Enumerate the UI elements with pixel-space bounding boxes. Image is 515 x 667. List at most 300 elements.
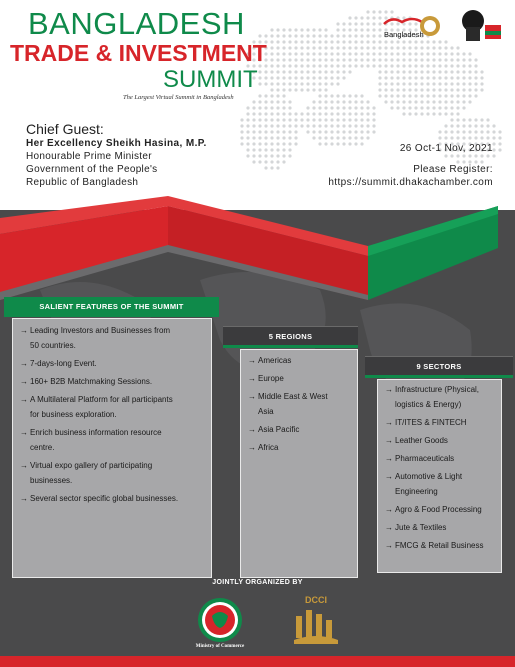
map-dot (342, 136, 345, 139)
map-dot (336, 64, 339, 67)
map-dot (324, 46, 327, 49)
map-dot (492, 136, 495, 139)
map-dot (456, 70, 459, 73)
map-dot (360, 94, 363, 97)
map-dot (246, 106, 249, 109)
map-dot (252, 148, 255, 151)
regions-item-text: Asia (258, 407, 274, 416)
map-dot (408, 82, 411, 85)
register-url[interactable]: https://summit.dhakachamber.com (328, 177, 493, 188)
map-dot (360, 22, 363, 25)
map-dot (456, 58, 459, 61)
map-dot (360, 130, 363, 133)
features-item-text: centre. (30, 443, 55, 452)
map-dot (414, 52, 417, 55)
map-dot (312, 88, 315, 91)
map-dot (258, 160, 261, 163)
map-dot (318, 58, 321, 61)
map-dot (402, 88, 405, 91)
map-dot (288, 88, 291, 91)
features-item (20, 392, 210, 422)
map-dot (360, 28, 363, 31)
map-dot (432, 52, 435, 55)
map-dot (450, 82, 453, 85)
map-dot (330, 46, 333, 49)
map-dot (294, 64, 297, 67)
map-dot (420, 52, 423, 55)
title-summit: SUMMIT (163, 66, 258, 93)
map-dot (264, 82, 267, 85)
map-dot (402, 70, 405, 73)
map-dot (270, 40, 273, 43)
map-dot (342, 22, 345, 25)
map-dot (408, 46, 411, 49)
map-dot (468, 64, 471, 67)
map-dot (306, 76, 309, 79)
map-dot (264, 100, 267, 103)
map-dot (474, 130, 477, 133)
map-dot (330, 64, 333, 67)
map-dot (486, 124, 489, 127)
map-dot (270, 28, 273, 31)
map-dot (432, 88, 435, 91)
map-dot (342, 58, 345, 61)
map-dot (264, 112, 267, 115)
map-dot (288, 124, 291, 127)
map-dot (396, 70, 399, 73)
map-dot (294, 82, 297, 85)
map-dot (444, 88, 447, 91)
map-dot (348, 46, 351, 49)
map-dot (498, 142, 501, 145)
features-item-text: businesses. (30, 476, 73, 485)
map-dot (276, 160, 279, 163)
map-dot (450, 154, 453, 157)
map-dot (318, 40, 321, 43)
title-bangladesh: BANGLADESH (28, 6, 245, 41)
map-dot (270, 76, 273, 79)
map-dot (450, 64, 453, 67)
map-dot (276, 154, 279, 157)
map-dot (312, 130, 315, 133)
map-dot (306, 46, 309, 49)
map-dot (348, 124, 351, 127)
map-dot (264, 94, 267, 97)
map-dot (324, 94, 327, 97)
map-dot (336, 22, 339, 25)
map-dot (288, 148, 291, 151)
map-dot (450, 52, 453, 55)
map-dot (438, 94, 441, 97)
map-dot (420, 64, 423, 67)
map-dot (456, 46, 459, 49)
sectors-item-text: Infrastructure (Physical, (395, 385, 480, 394)
map-dot (258, 142, 261, 145)
map-dot (456, 52, 459, 55)
map-dot (276, 118, 279, 121)
map-dot (312, 112, 315, 115)
features-item-text: 7-days-long Event. (30, 359, 97, 368)
map-dot (402, 58, 405, 61)
map-dot (444, 154, 447, 157)
map-dot (312, 76, 315, 79)
map-dot (336, 82, 339, 85)
map-dot (444, 136, 447, 139)
map-dot (270, 154, 273, 157)
map-dot (432, 112, 435, 115)
map-dot (264, 142, 267, 145)
map-dot (306, 124, 309, 127)
map-dot (468, 94, 471, 97)
map-dot (378, 70, 381, 73)
map-dot (288, 64, 291, 67)
map-dot (324, 82, 327, 85)
map-dot (324, 28, 327, 31)
map-dot (318, 130, 321, 133)
map-dot (312, 70, 315, 73)
register-label: Please Register: (413, 164, 493, 175)
map-dot (246, 112, 249, 115)
map-dot (300, 124, 303, 127)
bottom-red-bar (0, 656, 515, 667)
map-dot (288, 70, 291, 73)
sectors-item (385, 382, 501, 412)
map-dot (456, 112, 459, 115)
sectors-item-text: IT/ITES & FINTECH (395, 418, 467, 427)
regions-item-text: Americas (258, 356, 292, 365)
map-dot (264, 130, 267, 133)
map-dot (312, 118, 315, 121)
map-dot (396, 52, 399, 55)
map-dot (270, 100, 273, 103)
map-dot (294, 52, 297, 55)
map-dot (444, 46, 447, 49)
arrow-icon: → (20, 326, 28, 335)
sectors-item (385, 538, 501, 553)
sectors-item-text: Engineering (395, 487, 438, 496)
map-dot (264, 166, 267, 169)
map-dot (330, 106, 333, 109)
map-dot (426, 70, 429, 73)
map-dot (336, 124, 339, 127)
map-dot (480, 76, 483, 79)
map-dot (450, 46, 453, 49)
map-dot (276, 34, 279, 37)
map-dot (426, 52, 429, 55)
map-dot (348, 136, 351, 139)
map-dot (420, 106, 423, 109)
map-dot (276, 130, 279, 133)
map-dot (432, 100, 435, 103)
sectors-item-text: Jute & Textiles (395, 523, 447, 532)
map-dot (390, 94, 393, 97)
map-dot (246, 154, 249, 157)
map-dot (462, 106, 465, 109)
map-dot (348, 52, 351, 55)
map-dot (294, 130, 297, 133)
map-dot (462, 136, 465, 139)
map-dot (258, 82, 261, 85)
map-dot (336, 94, 339, 97)
map-dot (402, 106, 405, 109)
map-dot (366, 10, 369, 13)
map-dot (462, 124, 465, 127)
map-dot (420, 88, 423, 91)
regions-list (248, 353, 356, 455)
map-dot (450, 88, 453, 91)
map-dot (306, 82, 309, 85)
map-dot (294, 136, 297, 139)
ministry-of-commerce-label: Ministry of Commerce (195, 644, 245, 649)
map-dot (330, 52, 333, 55)
map-dot (360, 16, 363, 19)
map-dot (486, 136, 489, 139)
map-dot (264, 148, 267, 151)
map-dot (402, 112, 405, 115)
map-dot (444, 70, 447, 73)
arrow-icon: → (385, 385, 393, 394)
map-dot (498, 136, 501, 139)
map-dot (264, 70, 267, 73)
map-dot (396, 82, 399, 85)
map-dot (384, 64, 387, 67)
map-dot (450, 100, 453, 103)
map-dot (438, 46, 441, 49)
map-dot (282, 52, 285, 55)
map-dot (348, 70, 351, 73)
map-dot (348, 94, 351, 97)
map-dot (462, 130, 465, 133)
map-dot (342, 70, 345, 73)
features-item-text: 160+ B2B Matchmaking Sessions. (30, 377, 153, 386)
sectors-heading-stripe (365, 375, 513, 378)
map-dot (360, 52, 363, 55)
map-dot (438, 106, 441, 109)
map-dot (246, 136, 249, 139)
map-dot (420, 76, 423, 79)
map-dot (330, 82, 333, 85)
map-dot (294, 124, 297, 127)
map-dot (462, 118, 465, 121)
map-dot (408, 94, 411, 97)
map-dot (414, 100, 417, 103)
map-dot (318, 70, 321, 73)
features-item (20, 425, 210, 455)
map-dot (492, 130, 495, 133)
map-dot (342, 118, 345, 121)
map-dot (240, 118, 243, 121)
features-panel (12, 318, 212, 578)
map-dot (252, 106, 255, 109)
map-dot (324, 112, 327, 115)
map-dot (306, 58, 309, 61)
map-dot (348, 118, 351, 121)
map-dot (258, 136, 261, 139)
map-dot (480, 130, 483, 133)
map-dot (342, 124, 345, 127)
map-dot (354, 100, 357, 103)
map-dot (300, 76, 303, 79)
map-dot (390, 76, 393, 79)
map-dot (342, 106, 345, 109)
map-dot (270, 70, 273, 73)
map-dot (408, 76, 411, 79)
map-dot (252, 124, 255, 127)
map-dot (450, 70, 453, 73)
map-dot (420, 100, 423, 103)
map-dot (282, 106, 285, 109)
map-dot (312, 34, 315, 37)
map-dot (480, 136, 483, 139)
map-dot (360, 142, 363, 145)
features-item-text: Leading Investors and Businesses from (30, 326, 171, 335)
map-dot (420, 70, 423, 73)
map-dot (282, 130, 285, 133)
map-dot (336, 100, 339, 103)
map-dot (348, 28, 351, 31)
map-dot (282, 94, 285, 97)
map-dot (360, 40, 363, 43)
map-dot (444, 112, 447, 115)
map-dot (246, 148, 249, 151)
arrow-icon: → (385, 418, 393, 427)
map-dot (426, 82, 429, 85)
sectors-item-text: logistics & Energy) (395, 400, 462, 409)
map-dot (270, 82, 273, 85)
map-dot (336, 118, 339, 121)
map-dot (288, 46, 291, 49)
map-dot (474, 136, 477, 139)
map-dot (258, 148, 261, 151)
map-dot (306, 40, 309, 43)
map-dot (336, 58, 339, 61)
map-dot (330, 34, 333, 37)
map-dot (348, 142, 351, 145)
regions-item (248, 440, 356, 455)
map-dot (354, 22, 357, 25)
map-dot (396, 94, 399, 97)
title-trade-investment: TRADE & INVESTMENT (10, 40, 267, 66)
map-dot (300, 88, 303, 91)
map-dot (324, 76, 327, 79)
map-dot (276, 82, 279, 85)
sectors-item (385, 415, 501, 430)
map-dot (492, 154, 495, 157)
sectors-item-text: Leather Goods (395, 436, 448, 445)
map-dot (474, 82, 477, 85)
map-dot (360, 118, 363, 121)
map-dot (462, 70, 465, 73)
map-dot (282, 40, 285, 43)
map-dot (390, 46, 393, 49)
sectors-item-text: Pharmaceuticals (395, 454, 455, 463)
map-dot (342, 112, 345, 115)
sectors-heading: 9 SECTORS (365, 356, 513, 375)
map-dot (240, 136, 243, 139)
map-dot (330, 118, 333, 121)
map-dot (390, 64, 393, 67)
map-dot (294, 142, 297, 145)
map-dot (360, 46, 363, 49)
map-dot (270, 160, 273, 163)
map-dot (306, 34, 309, 37)
map-dot (312, 40, 315, 43)
features-item-text: for business exploration. (30, 410, 117, 419)
map-dot (288, 40, 291, 43)
map-dot (276, 28, 279, 31)
arrow-icon: → (385, 505, 393, 514)
map-dot (390, 52, 393, 55)
map-dot (252, 154, 255, 157)
map-dot (414, 94, 417, 97)
map-dot (432, 58, 435, 61)
map-dot (366, 52, 369, 55)
features-item (20, 458, 210, 488)
map-dot (342, 28, 345, 31)
map-dot (330, 124, 333, 127)
map-dot (372, 16, 375, 19)
sectors-item (385, 520, 501, 535)
map-dot (324, 106, 327, 109)
regions-item-text: Europe (258, 374, 284, 383)
map-dot (276, 136, 279, 139)
map-dot (492, 124, 495, 127)
map-dot (456, 106, 459, 109)
map-dot (372, 58, 375, 61)
arrow-icon: → (385, 523, 393, 532)
map-dot (426, 100, 429, 103)
map-dot (330, 136, 333, 139)
map-dot (468, 154, 471, 157)
map-dot (330, 70, 333, 73)
map-dot (354, 58, 357, 61)
arrow-icon: → (20, 377, 28, 386)
map-dot (462, 52, 465, 55)
map-dot (384, 52, 387, 55)
map-dot (468, 82, 471, 85)
map-dot (408, 70, 411, 73)
map-dot (384, 82, 387, 85)
header-area (0, 0, 515, 215)
map-dot (438, 70, 441, 73)
map-dot (324, 118, 327, 121)
map-dot (480, 154, 483, 157)
map-dot (408, 64, 411, 67)
map-dot (468, 130, 471, 133)
map-dot (414, 76, 417, 79)
map-dot (270, 34, 273, 37)
map-dot (336, 70, 339, 73)
map-dot (438, 130, 441, 133)
map-dot (258, 94, 261, 97)
regions-item (248, 422, 356, 437)
map-dot (276, 70, 279, 73)
map-dot (318, 100, 321, 103)
map-dot (312, 58, 315, 61)
map-dot (342, 100, 345, 103)
map-dot (402, 64, 405, 67)
map-dot (318, 94, 321, 97)
tagline: The Largest Virtual Summit in Bangladesh (123, 94, 234, 101)
map-dot (276, 142, 279, 145)
map-dot (390, 88, 393, 91)
map-dot (354, 130, 357, 133)
map-dot (396, 58, 399, 61)
dcci-label: DCCI (305, 595, 327, 605)
map-dot (354, 94, 357, 97)
map-dot (366, 46, 369, 49)
map-dot (288, 118, 291, 121)
